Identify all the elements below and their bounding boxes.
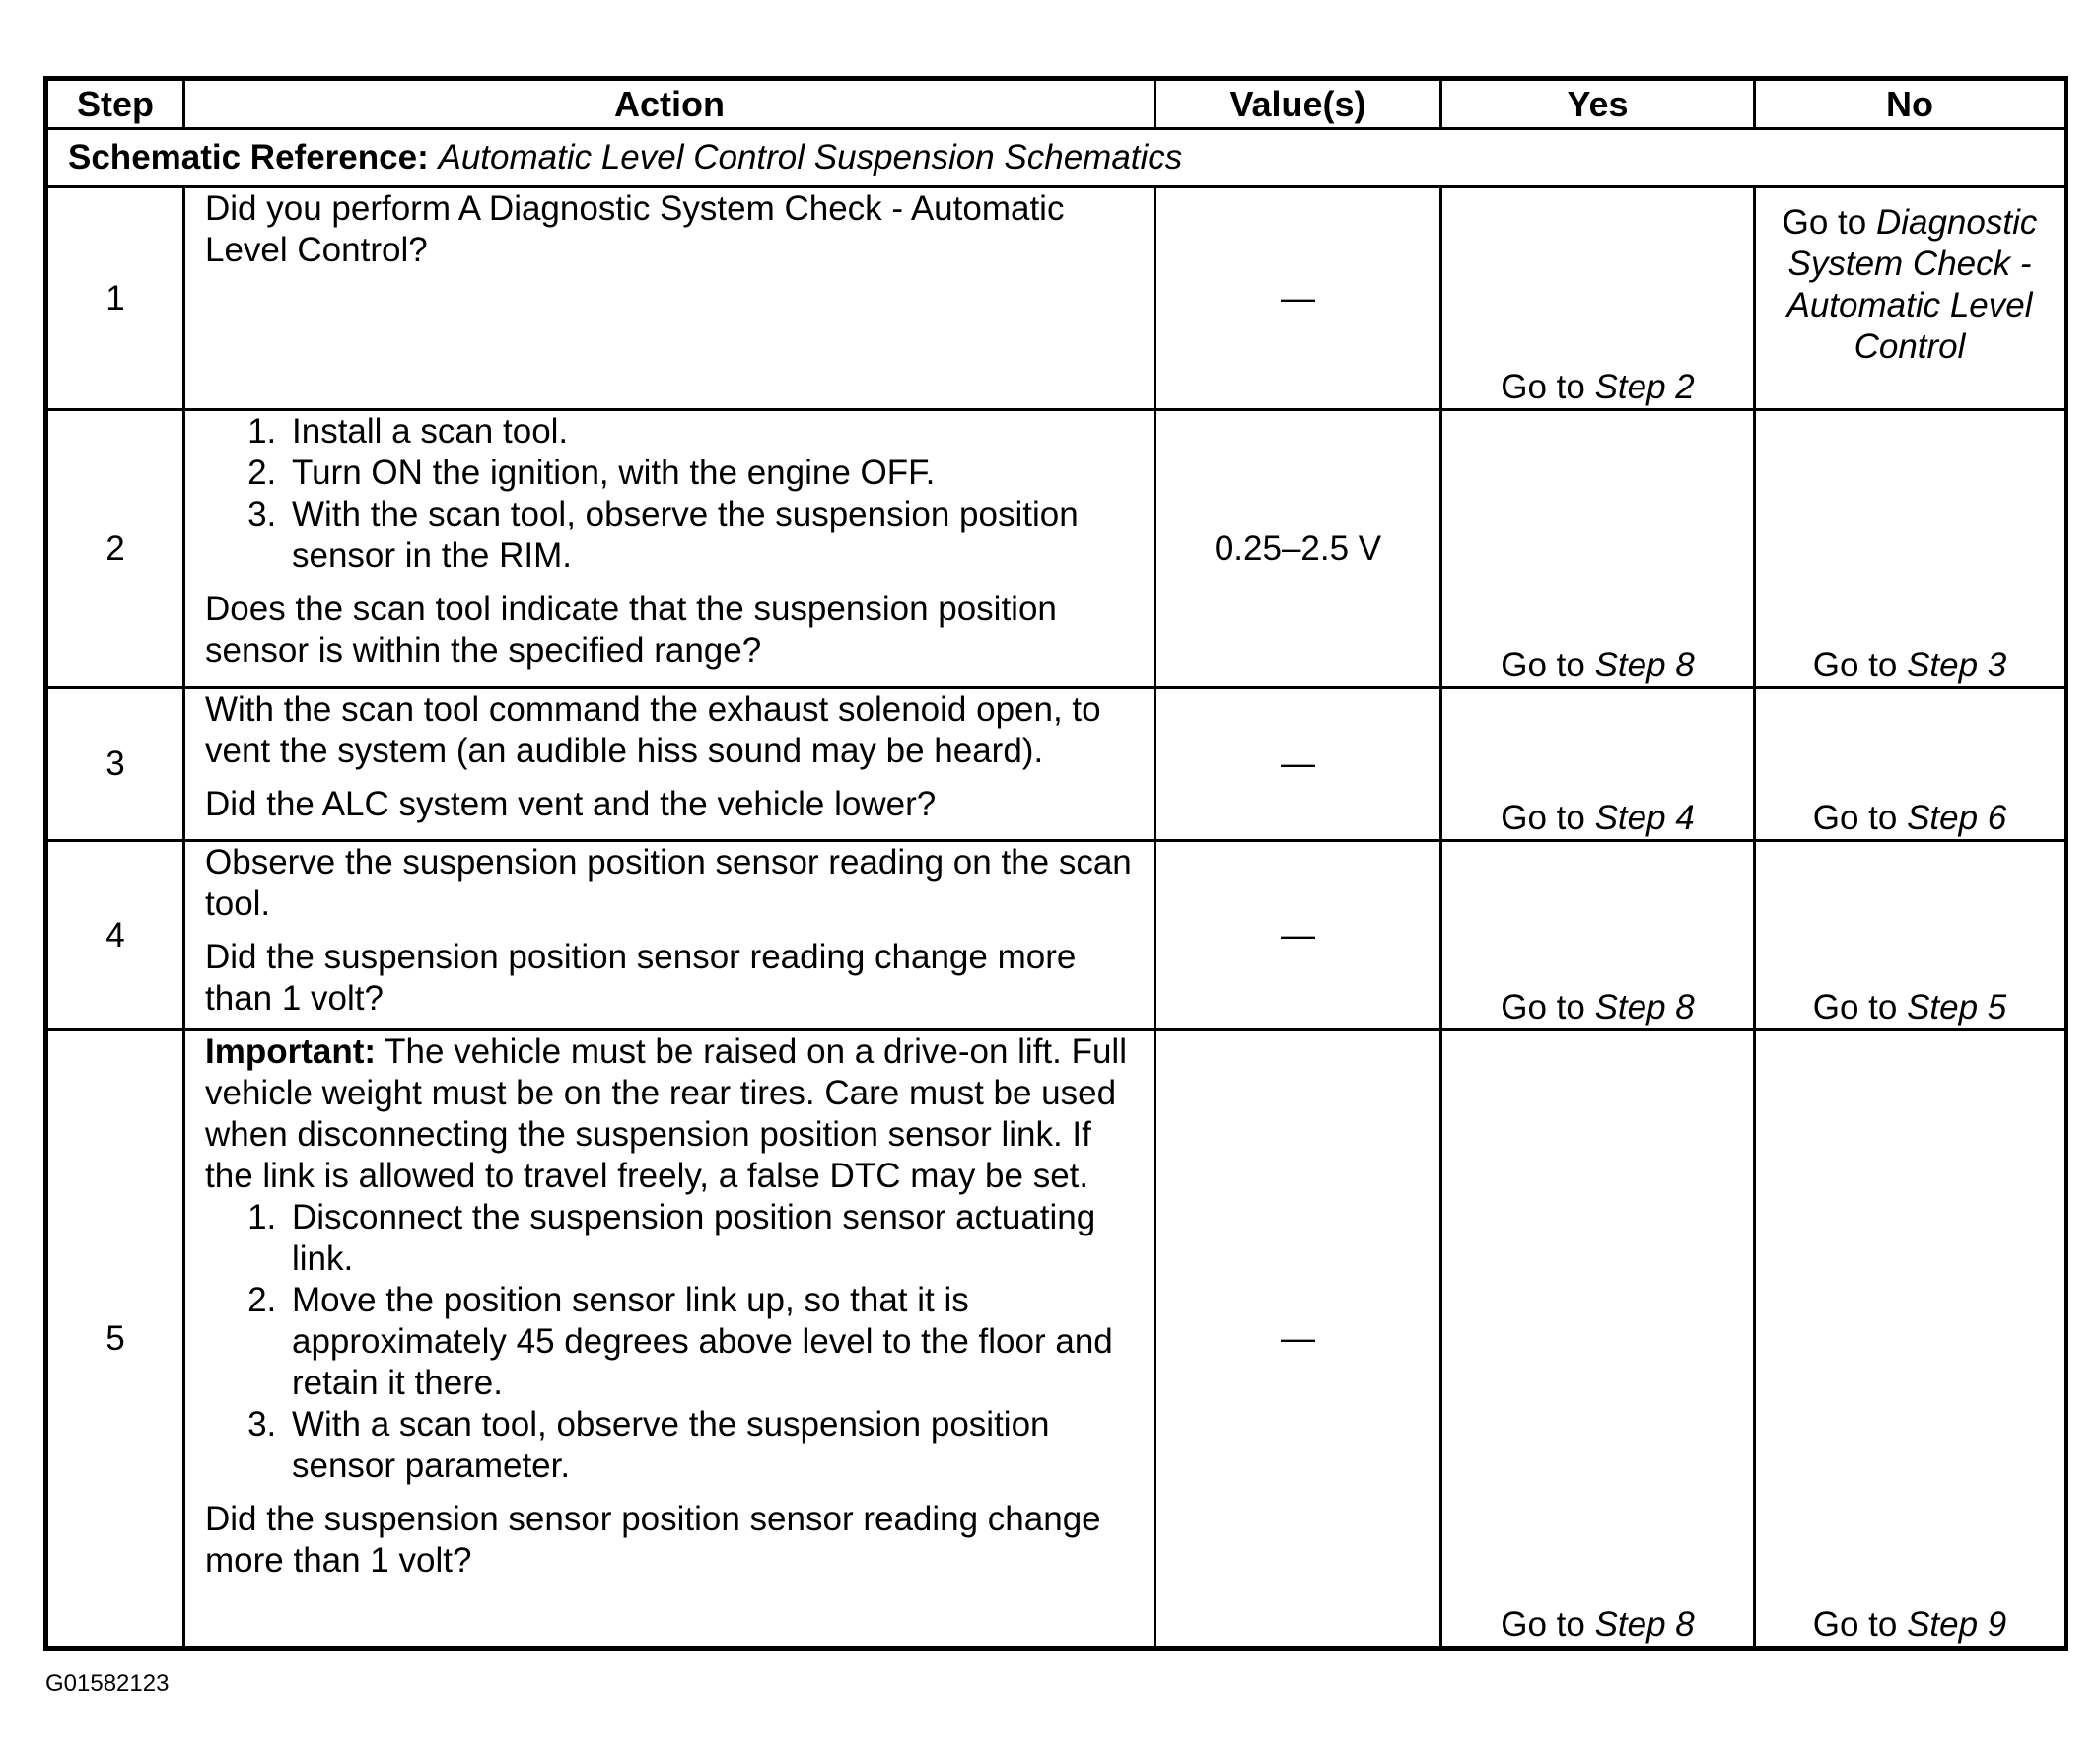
header-action: Action (184, 79, 1155, 129)
no-prefix: Go to (1812, 799, 1898, 837)
no-cell (1755, 1030, 2066, 1649)
header-no: No (1755, 79, 2066, 129)
table-row (46, 688, 2066, 841)
no-cell (1755, 187, 2066, 410)
yes-link[interactable]: Step 4 (1594, 799, 1695, 837)
procedure-item: 2. Turn ON the ignition, with the engine OFF. (286, 453, 1134, 494)
action-text: Did you perform A Diagnostic System Check - Automatic Level Control? (205, 189, 1065, 269)
step-number: 1 (46, 187, 184, 410)
diagnostic-table (43, 76, 2068, 1651)
table-row (46, 841, 2066, 1030)
no-prefix: Go to (1812, 1605, 1898, 1644)
action-cell (184, 841, 1155, 1030)
no-link[interactable]: Step 3 (1907, 646, 2007, 684)
value-cell: — (1155, 187, 1441, 410)
table-row (46, 1030, 2066, 1649)
no-cell (1755, 841, 2066, 1030)
yes-cell (1441, 841, 1755, 1030)
action-cell (184, 187, 1155, 410)
header-step: Step (46, 79, 184, 129)
figure-id: G01582123 (45, 1670, 170, 1697)
value-cell: — (1155, 1030, 1441, 1649)
yes-link[interactable]: Step 2 (1594, 368, 1695, 406)
schematic-reference-row (46, 129, 2066, 187)
important-note (205, 1031, 1134, 1197)
procedure-item: 1. Install a scan tool. (286, 411, 1134, 453)
important-text: The vehicle must be raised on a drive-on lift. Full vehicle weight must be on the rear tires. Care must be used when disconnecting the suspension position sensor link. If the link is allowed to travel freely, a false DTC may be set. (205, 1032, 1127, 1195)
no-link[interactable]: Step 5 (1907, 988, 2007, 1026)
table-row (46, 410, 2066, 688)
action-cell (184, 1030, 1155, 1649)
action-question: Did the suspension sensor position sensor reading change more than 1 volt? (205, 1500, 1101, 1580)
yes-prefix: Go to (1501, 646, 1585, 684)
procedure-list (205, 1197, 1134, 1487)
action-question: Does the scan tool indicate that the suspension position sensor is within the specified range? (205, 590, 1057, 670)
value-cell: — (1155, 841, 1441, 1030)
procedure-item: 1. Disconnect the suspension position sensor actuating link. (286, 1197, 1134, 1280)
yes-cell (1441, 1030, 1755, 1649)
schematic-reference (46, 129, 2066, 187)
step-number: 2 (46, 410, 184, 688)
header-row (46, 79, 2066, 129)
yes-link[interactable]: Step 8 (1594, 1605, 1695, 1644)
no-prefix: Go to (1812, 646, 1898, 684)
action-cell (184, 688, 1155, 841)
no-link[interactable]: Step 9 (1907, 1605, 2007, 1644)
no-prefix: Go to (1812, 988, 1898, 1026)
yes-link[interactable]: Step 8 (1594, 646, 1695, 684)
yes-link[interactable]: Step 8 (1594, 988, 1695, 1026)
action-text: With the scan tool command the exhaust solenoid open, to vent the system (an audible hiss sound may be heard). (205, 690, 1101, 770)
action-text: Observe the suspension position sensor reading on the scan tool. (205, 843, 1132, 923)
procedure-item: 3. With the scan tool, observe the suspension position sensor in the RIM. (286, 494, 1134, 577)
value-cell: — (1155, 688, 1441, 841)
step-number: 5 (46, 1030, 184, 1649)
no-link[interactable]: Diagnostic System Check - Automatic Level Control (1786, 203, 2038, 366)
action-question: Did the ALC system vent and the vehicle lower? (205, 785, 937, 823)
schematic-reference-label: Schematic Reference: (68, 138, 429, 176)
yes-prefix: Go to (1501, 988, 1585, 1026)
yes-prefix: Go to (1501, 368, 1585, 406)
no-cell (1755, 410, 2066, 688)
schematic-reference-link[interactable]: Automatic Level Control Suspension Schematics (438, 138, 1183, 176)
yes-cell (1441, 688, 1755, 841)
action-cell (184, 410, 1155, 688)
important-label: Important: (205, 1032, 377, 1071)
step-number: 3 (46, 688, 184, 841)
procedure-item: 3. With a scan tool, observe the suspension position sensor parameter. (286, 1404, 1134, 1487)
yes-cell (1441, 187, 1755, 410)
yes-prefix: Go to (1501, 1605, 1585, 1644)
yes-cell (1441, 410, 1755, 688)
no-link[interactable]: Step 6 (1907, 799, 2007, 837)
header-values: Value(s) (1155, 79, 1441, 129)
action-question: Did the suspension position sensor reading change more than 1 volt? (205, 938, 1077, 1018)
table-row (46, 187, 2066, 410)
step-number: 4 (46, 841, 184, 1030)
procedure-item: 2. Move the position sensor link up, so that it is approximately 45 degrees above level to the floor and retain it there. (286, 1280, 1134, 1404)
value-cell: 0.25–2.5 V (1155, 410, 1441, 688)
no-prefix: Go to (1782, 203, 1867, 242)
no-cell (1755, 688, 2066, 841)
header-yes: Yes (1441, 79, 1755, 129)
yes-prefix: Go to (1501, 799, 1585, 837)
procedure-list (205, 411, 1134, 577)
